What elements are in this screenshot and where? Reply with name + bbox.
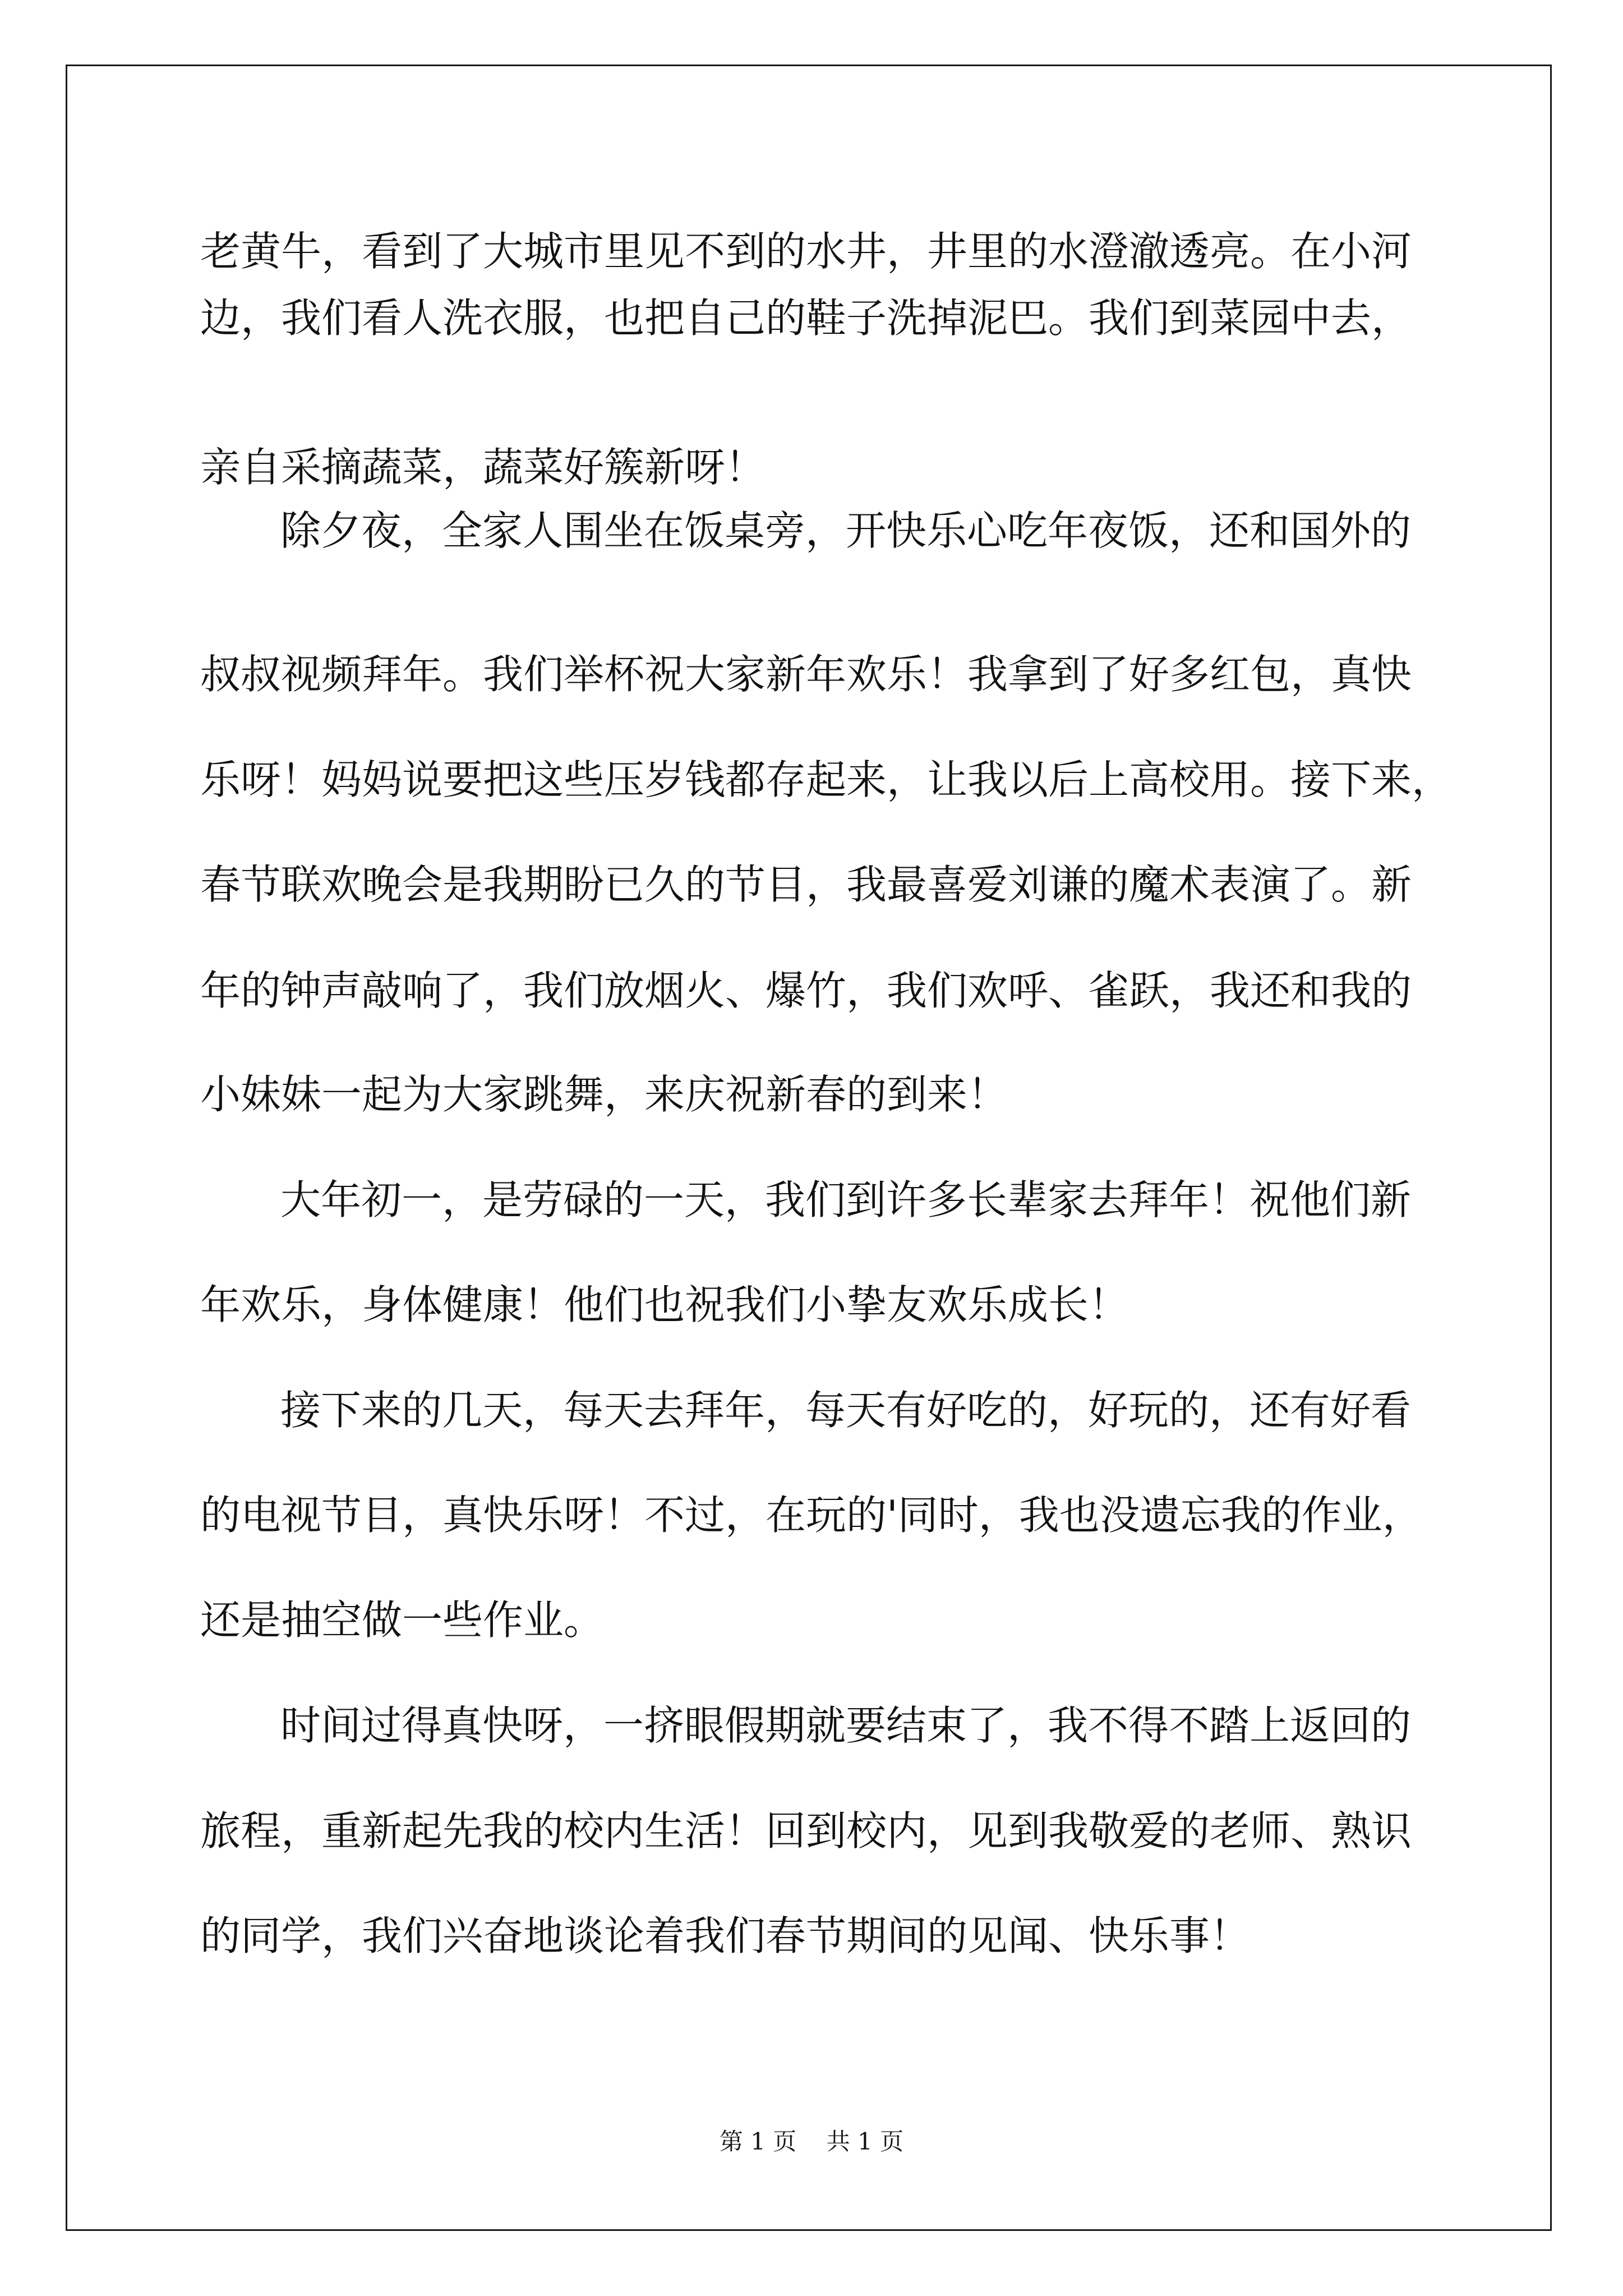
text-line: 的同学，我们兴奋地谈论着我们春节期间的见闻、快乐事！ bbox=[200, 1912, 1251, 1959]
page-number-footer: 第 1 页 共 1 页 bbox=[719, 2128, 904, 2155]
text-line: 年的钟声敲响了，我们放烟火、爆竹，我们欢呼、雀跃，我还和我的 bbox=[200, 967, 1412, 1014]
text-line: 叔叔视频拜年。我们举杯祝大家新年欢乐！我拿到了好多红包，真快 bbox=[200, 651, 1412, 698]
page-frame bbox=[66, 65, 1552, 2231]
text-line: 旅程，重新起先我的校内生活！回到校内，见到我敬爱的老师、熟识 bbox=[200, 1807, 1412, 1855]
text-line: 小妹妹一起为大家跳舞，来庆祝新春的到来！ bbox=[200, 1071, 1008, 1118]
text-line: 的电视节目，真快乐呀！不过，在玩的'同时，我也没遗忘我的作业， bbox=[200, 1492, 1423, 1539]
paragraph-start-line: 时间过得真快呀，一挤眼假期就要结束了，我不得不踏上返回的 bbox=[280, 1702, 1412, 1749]
text-line: 年欢乐，身体健康！他们也祝我们小挚友欢乐成长！ bbox=[200, 1281, 1129, 1328]
text-line: 乐呀！妈妈说要把这些压岁钱都存起来，让我以后上高校用。接下来， bbox=[200, 756, 1453, 803]
paragraph-start-line: 除夕夜，全家人围坐在饭桌旁，开快乐心吃年夜饭，还和国外的 bbox=[280, 507, 1412, 554]
text-line: 还是抽空做一些作业。 bbox=[200, 1596, 605, 1644]
text-line: 老黄牛，看到了大城市里见不到的水井，井里的水澄澈透亮。在小河 bbox=[200, 228, 1412, 275]
text-line: 亲自采摘蔬菜，蔬菜好簇新呀！ bbox=[200, 444, 766, 491]
text-line: 边，我们看人洗衣服，也把自己的鞋子洗掉泥巴。我们到菜园中去， bbox=[200, 295, 1412, 342]
paragraph-start-line: 接下来的几天，每天去拜年，每天有好吃的，好玩的，还有好看 bbox=[280, 1387, 1412, 1434]
paragraph-start-line: 大年初一，是劳碌的一天，我们到许多长辈家去拜年！祝他们新 bbox=[280, 1176, 1412, 1223]
text-line: 春节联欢晚会是我期盼已久的节目，我最喜爱刘谦的魔术表演了。新 bbox=[200, 861, 1412, 908]
